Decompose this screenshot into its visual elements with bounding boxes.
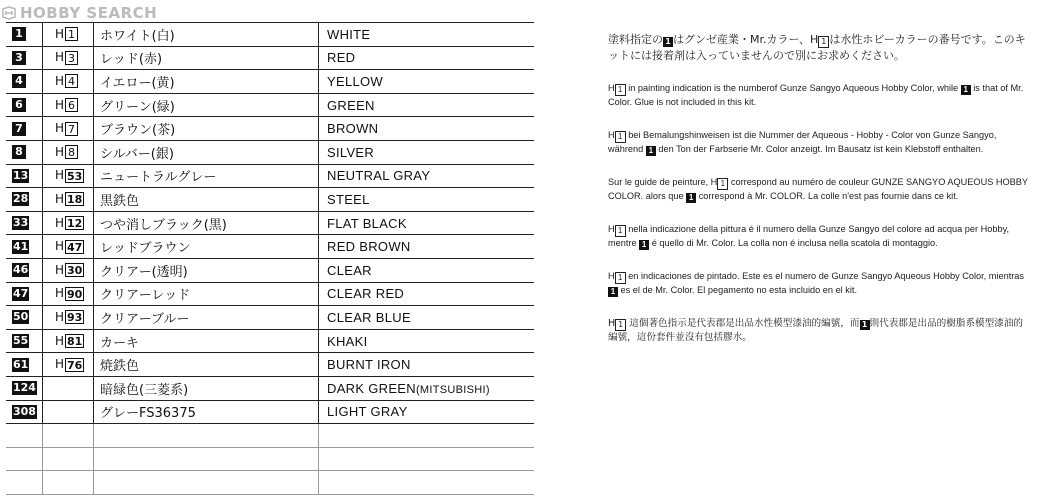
aqueous-color-number-cell <box>43 400 94 424</box>
note-fr-text-1: correspond au numéro de couleur GUNZE SANGYO AQUEOUS HOBBY COLOR. alors que <box>608 176 1028 201</box>
mr-color-number-badge: 3 <box>12 51 26 65</box>
mr-color-number-cell <box>6 235 43 259</box>
mr-color-number-cell <box>6 329 43 353</box>
note-it-text-2: é quello di Mr. Color. La colla non é inclusa nella scatola di montaggio. <box>649 237 938 248</box>
note-zh-text-2: 則代表郡是出品的樹脂系模型漆油的編號，這份套件並沒有包括膠水。 <box>608 317 1024 343</box>
aqueous-color-number-cell <box>43 376 94 400</box>
color-name-japanese: 焼鉄色 <box>94 353 319 377</box>
aqueous-color-number-box: 81 <box>67 335 83 349</box>
note-jp-text-2: はグンゼ産業・Mr.カラー、H <box>673 33 819 46</box>
aqueous-color-box: 1 <box>615 84 626 96</box>
aqueous-color-number-cell <box>43 258 94 282</box>
color-name-japanese: つや消しブラック(黒) <box>94 211 319 235</box>
empty-cell <box>43 471 94 495</box>
color-name-english: CLEAR BLUE <box>327 309 411 325</box>
hobby-search-watermark <box>2 4 157 22</box>
aqueous-color-number-box: 30 <box>67 264 83 278</box>
mr-color-number-cell <box>6 93 43 117</box>
paint-row <box>6 282 534 306</box>
note-de-text-1: bei Bemalungshinweisen ist die Nummer der Aqueous - Hobby - Color von Gunze Sangyo, während <box>608 129 997 154</box>
note-spanish <box>608 270 1028 297</box>
note-german <box>608 129 1028 156</box>
note-english <box>608 82 1028 109</box>
paint-row <box>6 140 534 164</box>
aqueous-prefix: H <box>55 215 65 230</box>
aqueous-color-box: 1 <box>615 319 626 331</box>
mr-color-number-badge: 41 <box>13 239 29 253</box>
note-jp-text-3: は水性ホビーカラーの番号です。このキットには接着剤は入っていませんので別にお求めください。 <box>608 33 1026 62</box>
mr-color-number-cell <box>6 376 43 400</box>
mr-color-number-cell <box>6 70 43 94</box>
color-name-english: RED <box>327 50 356 66</box>
note-chinese <box>608 317 1028 345</box>
mr-color-number-badge: 47 <box>13 286 29 300</box>
color-name-english-cell <box>319 376 535 400</box>
color-name-english-cell <box>319 188 535 212</box>
note-japanese <box>608 32 1028 64</box>
color-name-english: STEEL <box>327 191 370 207</box>
color-name-english: CLEAR <box>327 262 372 278</box>
mr-color-number-badge: 50 <box>13 310 29 324</box>
color-name-english-cell <box>319 282 535 306</box>
aqueous-color-number-cell <box>43 235 94 259</box>
note-es-text-1: en indicaciones de pintado. Este es el numero de Gunze Sangyo Aqueous Hobby Color, mientras <box>625 270 1025 281</box>
paint-row <box>6 376 534 400</box>
paint-row <box>6 258 534 282</box>
aqueous-color-number-box: 76 <box>67 358 83 372</box>
aqueous-prefix: H <box>55 73 65 88</box>
mr-color-number-badge: 61 <box>13 357 29 371</box>
mr-color-number-cell <box>6 400 43 424</box>
aqueous-color-number-cell <box>43 282 94 306</box>
empty-cell <box>6 471 43 495</box>
paint-row <box>6 329 534 353</box>
aqueous-color-number-box: 8 <box>65 145 78 159</box>
color-name-english: SILVER <box>327 144 375 160</box>
color-name-english: CLEAR RED <box>327 286 405 302</box>
mr-color-number-badge: 13 <box>13 168 29 182</box>
color-name-english-cell <box>319 117 535 141</box>
mr-color-number-badge: 308 <box>13 404 36 418</box>
empty-cell <box>319 447 535 471</box>
color-name-japanese: グレーFS36375 <box>94 400 319 424</box>
aqueous-color-number-cell <box>43 70 94 94</box>
paint-row <box>6 23 534 47</box>
aqueous-color-number-cell <box>43 353 94 377</box>
color-name-japanese: ホワイト(白) <box>94 23 319 47</box>
aqueous-color-number-cell <box>43 117 94 141</box>
note-en-text-2: is that of Mr. Color. Glue is not included in this kit. <box>608 83 1024 107</box>
aqueous-color-number-box: 53 <box>67 169 83 183</box>
color-name-english-cell <box>319 235 535 259</box>
aqueous-prefix: H <box>55 262 65 277</box>
mr-color-badge: 1 <box>961 85 971 95</box>
aqueous-color-number-cell <box>43 211 94 235</box>
mr-color-badge: 1 <box>860 320 870 330</box>
mr-color-number-cell <box>6 164 43 188</box>
aqueous-color-number-cell <box>43 164 94 188</box>
aqueous-prefix: H <box>55 121 65 136</box>
note-it-h: H <box>608 223 615 234</box>
color-name-english: BURNT IRON <box>327 357 411 373</box>
aqueous-color-box: 1 <box>818 36 829 48</box>
mr-color-number-cell <box>6 117 43 141</box>
color-name-english-cell <box>319 140 535 164</box>
empty-row <box>6 447 534 471</box>
paint-row <box>6 188 534 212</box>
color-name-english-cell <box>319 70 535 94</box>
aqueous-prefix: H <box>55 239 65 254</box>
empty-cell <box>319 471 535 495</box>
aqueous-prefix: H <box>55 309 65 324</box>
mr-color-badge: 1 <box>646 146 656 156</box>
color-name-english-cell <box>319 23 535 47</box>
aqueous-color-number-box: 3 <box>65 51 78 65</box>
empty-cell <box>94 447 319 471</box>
mr-color-number-cell <box>6 188 43 212</box>
mr-color-number-badge: 28 <box>13 192 29 206</box>
aqueous-color-number-box: 7 <box>65 122 78 136</box>
color-name-english: NEUTRAL GRAY <box>327 168 431 184</box>
paint-row <box>6 70 534 94</box>
aqueous-color-number-cell <box>43 140 94 164</box>
color-name-english: BROWN <box>327 121 379 137</box>
paint-row <box>6 211 534 235</box>
note-jp-text-1: 塗料指定の <box>608 33 663 46</box>
color-name-japanese: クリアー(透明) <box>94 258 319 282</box>
paint-row <box>6 46 534 70</box>
aqueous-color-number-cell <box>43 188 94 212</box>
mr-color-number-badge: 124 <box>13 381 36 395</box>
empty-cell <box>43 447 94 471</box>
color-name-english-cell <box>319 164 535 188</box>
note-es-h: H <box>608 270 615 281</box>
mr-color-number-cell <box>6 306 43 330</box>
aqueous-prefix: H <box>55 168 65 183</box>
note-de-text-2: den Ton der Farbserie Mr. Color anzeigt. Im Bausatz ist kein Klebstoff enthalten. <box>655 143 984 154</box>
note-fr-text-0: Sur le guide de peinture, H <box>608 176 718 187</box>
empty-cell <box>6 424 43 448</box>
mr-color-number-badge: 8 <box>12 145 26 159</box>
mr-color-number-cell <box>6 23 43 47</box>
aqueous-color-box: 1 <box>615 225 626 237</box>
color-name-english: DARK GREEN <box>327 380 416 396</box>
color-name-japanese: 黒鉄色 <box>94 188 319 212</box>
paint-row <box>6 306 534 330</box>
mr-color-number-badge: 4 <box>12 74 26 88</box>
note-zh-h: H <box>608 317 616 329</box>
paint-row <box>6 400 534 424</box>
mr-color-number-badge: 46 <box>13 263 29 277</box>
note-french <box>608 176 1028 203</box>
aqueous-color-number-box: 6 <box>65 98 78 112</box>
color-name-english: WHITE <box>327 26 371 42</box>
paint-row <box>6 235 534 259</box>
aqueous-color-box: 1 <box>717 178 728 190</box>
aqueous-prefix: H <box>55 357 65 372</box>
color-name-japanese: クリアーレッド <box>94 282 319 306</box>
hobby-search-logo-icon <box>2 6 16 20</box>
mr-color-number-cell <box>6 258 43 282</box>
note-zh-text-1: 這個著色指示是代表郡是出品水性模型漆油的編號，而 <box>626 317 860 329</box>
paint-row <box>6 117 534 141</box>
watermark-text: HOBBY SEARCH <box>20 4 158 22</box>
empty-row <box>6 471 534 495</box>
aqueous-color-number-cell <box>43 46 94 70</box>
paint-row <box>6 93 534 117</box>
mr-color-number-cell <box>6 282 43 306</box>
aqueous-prefix: H <box>55 26 65 41</box>
mr-color-badge: 1 <box>686 193 696 203</box>
color-name-japanese: イエロー(黄) <box>94 70 319 94</box>
color-name-english-cell <box>319 258 535 282</box>
mr-color-number-cell <box>6 211 43 235</box>
note-en-h: H <box>608 83 615 93</box>
paint-row <box>6 164 534 188</box>
color-name-english-suffix: (MITSUBISHI) <box>415 383 490 396</box>
note-es-text-2: es el de Mr. Color. El pegamento no esta incluido en el kit. <box>618 284 858 295</box>
empty-cell <box>94 424 319 448</box>
color-name-japanese: ニュートラルグレー <box>94 164 319 188</box>
mr-color-number-cell <box>6 353 43 377</box>
paint-row <box>6 353 534 377</box>
color-name-english-cell <box>319 211 535 235</box>
color-name-english-cell <box>319 329 535 353</box>
color-name-japanese: カーキ <box>94 329 319 353</box>
note-de-h: H <box>608 129 615 140</box>
mr-color-badge: 1 <box>608 287 618 297</box>
color-name-english-cell <box>319 46 535 70</box>
paint-color-table <box>6 22 534 495</box>
aqueous-prefix: H <box>55 286 65 301</box>
empty-cell <box>43 424 94 448</box>
color-name-japanese: クリアーブルー <box>94 306 319 330</box>
mr-color-number-badge: 6 <box>12 98 26 112</box>
aqueous-prefix: H <box>55 333 65 348</box>
aqueous-color-number-box: 18 <box>67 193 83 207</box>
aqueous-color-number-box: 93 <box>67 311 83 325</box>
mr-color-number-badge: 55 <box>13 334 29 348</box>
aqueous-color-number-box: 90 <box>67 287 83 301</box>
empty-cell <box>319 424 535 448</box>
note-en-text-1: in painting indication is the numberof Gunze Sangyo Aqueous Hobby Color, while <box>625 83 961 93</box>
note-fr-text-2: correspond à Mr. COLOR. La colle n'est pas fournie dans ce kit. <box>696 190 959 201</box>
color-name-japanese: グリーン(緑) <box>94 93 319 117</box>
empty-cell <box>94 471 319 495</box>
aqueous-prefix: H <box>55 144 65 159</box>
aqueous-color-number-cell <box>43 329 94 353</box>
color-name-english-cell <box>319 93 535 117</box>
color-name-english: LIGHT GRAY <box>327 404 408 420</box>
paint-notes <box>608 32 1028 345</box>
empty-cell <box>6 447 43 471</box>
note-it-text-1: nella indicazione della pittura é il numero della Gunze Sangyo del colore ad acqua per Hobby, mentre <box>608 223 1010 248</box>
aqueous-color-number-box: 12 <box>67 217 83 231</box>
mr-color-number-badge: 33 <box>13 216 29 230</box>
aqueous-color-number-cell <box>43 23 94 47</box>
color-name-english-cell <box>319 353 535 377</box>
mr-color-badge: 1 <box>663 37 673 47</box>
color-name-english-cell <box>319 400 535 424</box>
color-name-japanese: シルバー(銀) <box>94 140 319 164</box>
color-name-english: KHAKI <box>327 333 368 349</box>
color-name-japanese: レッドブラウン <box>94 235 319 259</box>
aqueous-color-number-box: 1 <box>65 27 78 41</box>
aqueous-prefix: H <box>55 50 65 65</box>
color-name-english: RED BROWN <box>327 239 411 255</box>
color-name-english: GREEN <box>327 97 375 113</box>
mr-color-number-badge: 1 <box>12 27 26 41</box>
mr-color-badge: 1 <box>639 240 649 250</box>
empty-row <box>6 424 534 448</box>
mr-color-number-badge: 7 <box>12 122 26 136</box>
color-name-japanese: ブラウン(茶) <box>94 117 319 141</box>
aqueous-color-number-cell <box>43 93 94 117</box>
mr-color-number-cell <box>6 140 43 164</box>
aqueous-prefix: H <box>55 97 65 112</box>
aqueous-color-box: 1 <box>615 131 626 143</box>
aqueous-color-number-cell <box>43 306 94 330</box>
color-name-english: FLAT BLACK <box>327 215 407 231</box>
aqueous-prefix: H <box>55 191 65 206</box>
note-italian <box>608 223 1028 250</box>
color-name-japanese: 暗緑色(三菱系) <box>94 376 319 400</box>
aqueous-color-number-box: 47 <box>67 240 83 254</box>
aqueous-color-number-box: 4 <box>65 74 78 88</box>
mr-color-number-cell <box>6 46 43 70</box>
color-name-english: YELLOW <box>327 73 383 89</box>
color-name-english-cell <box>319 306 535 330</box>
aqueous-color-box: 1 <box>615 272 626 284</box>
color-name-japanese: レッド(赤) <box>94 46 319 70</box>
